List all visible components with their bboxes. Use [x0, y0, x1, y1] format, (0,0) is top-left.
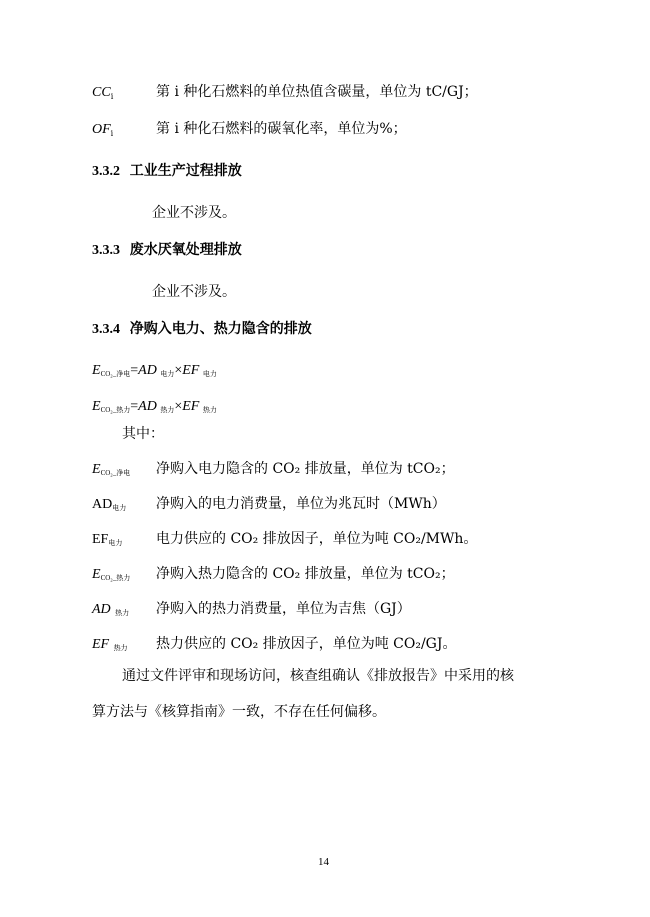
section-3-3-3-body: 企业不涉及。 — [152, 284, 236, 300]
def-ef-heat-text: 热力供应的 CO₂ 排放因子，单位为吨 CO₂/GJ。 — [156, 636, 457, 652]
def-ad-heat-sym: AD 热力 — [92, 602, 130, 617]
heading-3-3-3: 3.3.3 废水厌氧处理排放 — [92, 242, 242, 258]
def-of-text: 第 i 种化石燃料的碳氧化率，单位为%； — [156, 121, 407, 137]
def-e-elec-text: 净购入电力隐含的 CO₂ 排放量，单位为 tCO₂； — [156, 461, 455, 477]
def-ad-elec-sym: AD电力 — [92, 497, 127, 512]
def-of: $OF_i$ — [92, 122, 114, 138]
def-cc: $CC_i$ — [92, 85, 114, 101]
formula-heat: ECO₂_热力=AD 热力×EF 热力 — [92, 399, 217, 414]
page-number: 14 — [318, 856, 329, 868]
conclusion-line-2: 算方法与《核算指南》一致，不存在任何偏移。 — [92, 704, 386, 720]
def-ad-elec-text: 净购入的电力消费量，单位为兆瓦时（MWh） — [156, 496, 446, 512]
heading-3-3-2: 3.3.2 工业生产过程排放 — [92, 163, 242, 179]
def-ef-elec-sym: EF电力 — [92, 532, 123, 547]
where-label: 其中： — [122, 426, 164, 442]
section-3-3-2-body: 企业不涉及。 — [152, 205, 236, 221]
conclusion-line-1: 通过文件评审和现场访问，核查组确认《排放报告》中采用的核 — [122, 668, 514, 684]
def-ef-heat-sym: EF 热力 — [92, 637, 128, 652]
def-e-elec-sym: ECO₂_净电 — [92, 462, 131, 477]
def-ad-heat-text: 净购入的热力消费量，单位为吉焦（GJ） — [156, 601, 411, 617]
heading-3-3-4: 3.3.4 净购入电力、热力隐含的排放 — [92, 321, 312, 337]
def-e-heat-sym: ECO₂_热力 — [92, 567, 131, 582]
def-cc-text: 第 i 种化石燃料的单位热值含碳量，单位为 tC/GJ； — [156, 84, 478, 100]
def-e-heat-text: 净购入热力隐含的 CO₂ 排放量，单位为 tCO₂； — [156, 566, 455, 582]
def-ef-elec-text: 电力供应的 CO₂ 排放因子，单位为吨 CO₂/MWh。 — [156, 531, 478, 547]
formula-electricity: ECO₂_净电=AD 电力×EF 电力 — [92, 363, 217, 378]
